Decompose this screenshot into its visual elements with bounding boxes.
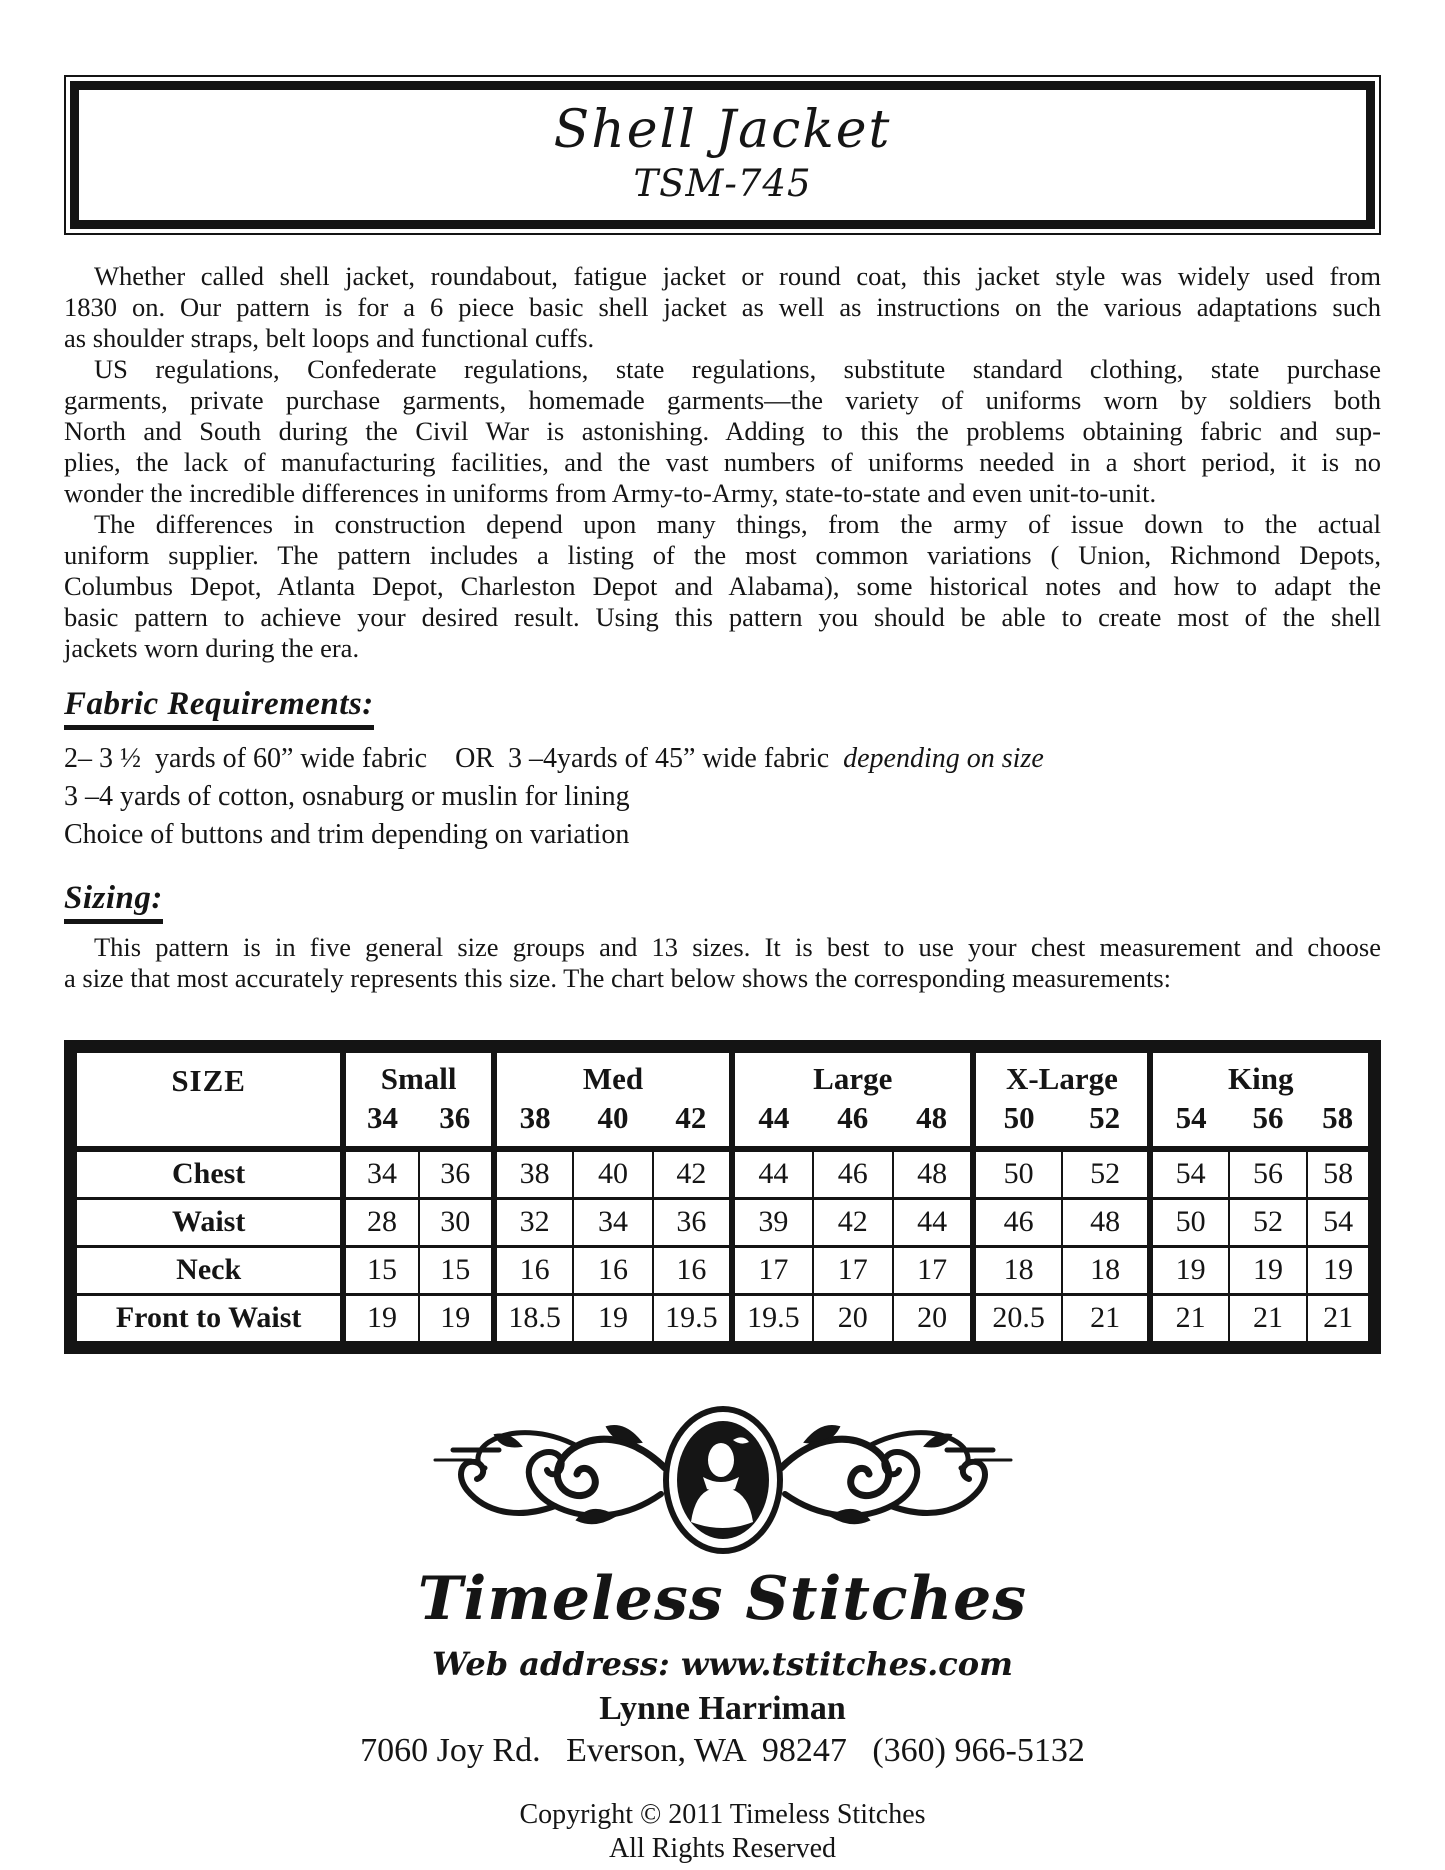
text-line: 1830 on. Our pattern is for a 6 piece basic shell jacket as well as instructions on the various adaptations such [64, 292, 1381, 322]
group-header-med: Med [494, 1047, 732, 1099]
fabric-requirements-section [64, 686, 1381, 854]
row-label: Waist [71, 1199, 344, 1247]
size-number-header: 34 [343, 1098, 418, 1149]
title-box-inner [70, 81, 1375, 229]
table-cell: 17 [732, 1247, 812, 1295]
table-cell: 48 [893, 1149, 973, 1199]
sizing-lines [64, 932, 1381, 994]
group-header-king: King [1150, 1047, 1374, 1099]
table-cell: 34 [343, 1149, 418, 1199]
text-line: Whether called shell jacket, roundabout, fatigue jacket or round coat, this jacket style was widely used from [94, 261, 1381, 291]
table-cell: 39 [732, 1199, 812, 1247]
table-cell: 19 [1150, 1247, 1228, 1295]
table-cell: 50 [1150, 1199, 1228, 1247]
table-cell: 21 [1307, 1295, 1374, 1348]
table-cell: 52 [1062, 1149, 1151, 1199]
row-label: Chest [71, 1149, 344, 1199]
row-label: Front to Waist [71, 1295, 344, 1348]
web-address: Web address: www.tstitches.com [432, 1645, 1013, 1683]
group-header-large: Large [732, 1047, 973, 1099]
table-row [71, 1295, 1375, 1348]
paragraph-2 [64, 354, 1381, 509]
text-line: basic pattern to achieve your desired result. Using this pattern you should be able to create most of the shell [64, 602, 1381, 632]
table-cell: 17 [813, 1247, 893, 1295]
title-box [64, 75, 1381, 235]
size-corner-header: SIZE [171, 1063, 246, 1098]
table-cell: 56 [1229, 1149, 1307, 1199]
text-line: Columbus Depot, Atlanta Depot, Charleston Depot and Alabama), some historical notes and how to adapt the [64, 571, 1381, 601]
size-number-header: 58 [1322, 1100, 1354, 1135]
table-cell: 19 [1229, 1247, 1307, 1295]
text-line: a size that most accurately represents this size. The chart below shows the corresponding measurements: [64, 963, 1172, 993]
size-number-header: 38 [494, 1098, 573, 1149]
size-number-header: 56 [1252, 1100, 1284, 1135]
fabric-requirements-lines [64, 740, 1381, 854]
fabric-line-3: Choice of buttons and trim depending on variation [64, 819, 630, 850]
table-cell: 21 [1150, 1295, 1228, 1348]
size-number-header: 36 [439, 1100, 471, 1135]
table-cell: 15 [343, 1247, 418, 1295]
row-label: Neck [71, 1247, 344, 1295]
table-row [71, 1199, 1375, 1247]
table-cell: 20.5 [973, 1295, 1062, 1348]
table-header [71, 1047, 1375, 1150]
pattern-number: TSM-745 [633, 162, 812, 205]
page-title: Shell Jacket [553, 100, 892, 160]
size-number-header: 46 [837, 1100, 869, 1135]
table-cell: 44 [893, 1199, 973, 1247]
table-cell: 38 [494, 1149, 573, 1199]
table-cell: 28 [343, 1199, 418, 1247]
table-cell: 36 [653, 1199, 732, 1247]
table-cell: 15 [419, 1247, 494, 1295]
table-cell: 20 [893, 1295, 973, 1348]
fabric-line-1-main: 2– 3 ½ yards of 60” wide fabric OR 3 –4yards of 45” wide fabric [64, 743, 844, 774]
text-line: North and South during the Civil War is astonishing. Adding to this the problems obtaining fabric and sup- [64, 416, 1381, 446]
text-line: This pattern is in five general size groups and 13 sizes. It is best to use your chest measurement and choose [94, 932, 1381, 962]
table-cell: 44 [732, 1149, 812, 1199]
copyright-line-1: Copyright © 2011 Timeless Stitches [519, 1799, 926, 1830]
sizing-heading: Sizing: [64, 880, 163, 924]
copyright-line-2: All Rights Reserved [608, 1833, 837, 1864]
sizing-section [64, 880, 1381, 994]
size-number-header: 48 [916, 1100, 948, 1135]
owner-name: Lynne Harriman [599, 1690, 846, 1727]
table-body [71, 1149, 1375, 1348]
size-table-wrap [64, 1040, 1381, 1354]
table-cell: 46 [973, 1199, 1062, 1247]
table-cell: 16 [494, 1247, 573, 1295]
table-row [71, 1247, 1375, 1295]
table-cell: 19.5 [653, 1295, 732, 1348]
table-cell: 19 [343, 1295, 418, 1348]
table-cell: 30 [419, 1199, 494, 1247]
table-cell: 16 [573, 1247, 652, 1295]
text-line: as shoulder straps, belt loops and functional cuffs. [64, 323, 595, 353]
table-cell: 19 [419, 1295, 494, 1348]
brand-name: Timeless Stitches [417, 1564, 1028, 1634]
fabric-requirements-heading: Fabric Requirements: [64, 686, 374, 730]
cameo-flourish-ornament-icon [433, 1406, 1013, 1558]
table-cell: 16 [653, 1247, 732, 1295]
table-group-row [71, 1047, 1375, 1099]
table-cell: 50 [973, 1149, 1062, 1199]
text-line: wonder the incredible differences in uniforms from Army-to-Army, state-to-state and even unit-to-unit. [64, 478, 1157, 508]
table-cell: 54 [1150, 1149, 1228, 1199]
table-cell: 32 [494, 1199, 573, 1247]
table-cell: 18 [1062, 1247, 1151, 1295]
size-number-header: 52 [1089, 1100, 1121, 1135]
fabric-line-1 [64, 740, 1381, 778]
text-line: US regulations, Confederate regulations, state regulations, substitute standard clothing, state purchase [94, 354, 1381, 384]
text-line: plies, the lack of manufacturing facilities, and the vast numbers of uniforms needed in a short period, it is no [64, 447, 1381, 477]
text-line: garments, private purchase garments, homemade garments—the variety of uniforms worn by soldiers both [64, 385, 1381, 415]
group-header-small: Small [343, 1047, 494, 1099]
fabric-line-2: 3 –4 yards of cotton, osnaburg or muslin for lining [64, 781, 630, 812]
branding-block [64, 1406, 1381, 1866]
table-row [71, 1149, 1375, 1199]
text-line: The differences in construction depend upon many things, from the army of issue down to the actual [94, 509, 1381, 539]
size-number-header: 42 [675, 1100, 707, 1135]
size-number-header: 50 [973, 1098, 1062, 1149]
text-line: jackets worn during the era. [64, 633, 360, 663]
text-line: uniform supplier. The pattern includes a listing of the most common variations ( Union, Richmond Depots, [64, 540, 1381, 570]
paragraph-3 [64, 509, 1381, 664]
size-number-header: 44 [732, 1098, 812, 1149]
table-cell: 19 [573, 1295, 652, 1348]
table-cell: 34 [573, 1199, 652, 1247]
size-number-header: 54 [1150, 1098, 1228, 1149]
table-cell: 18.5 [494, 1295, 573, 1348]
table-cell: 40 [573, 1149, 652, 1199]
table-cell: 18 [973, 1247, 1062, 1295]
fabric-line-1-note: depending on size [843, 743, 1044, 774]
table-cell: 36 [419, 1149, 494, 1199]
table-cell: 42 [813, 1199, 893, 1247]
table-cell: 58 [1307, 1149, 1374, 1199]
group-header-xlarge: X-Large [973, 1047, 1150, 1099]
table-cell: 19.5 [732, 1295, 812, 1348]
table-cell: 48 [1062, 1199, 1151, 1247]
paragraph-1 [64, 261, 1381, 354]
table-cell: 17 [893, 1247, 973, 1295]
size-chart-table [64, 1040, 1381, 1354]
table-cell: 42 [653, 1149, 732, 1199]
intro-text [64, 261, 1381, 664]
table-cell: 52 [1229, 1199, 1307, 1247]
table-cell: 46 [813, 1149, 893, 1199]
table-cell: 54 [1307, 1199, 1374, 1247]
size-number-header: 40 [597, 1100, 629, 1135]
table-cell: 20 [813, 1295, 893, 1348]
table-cell: 21 [1229, 1295, 1307, 1348]
table-cell: 21 [1062, 1295, 1151, 1348]
street-address: 7060 Joy Rd. Everson, WA 98247 (360) 966-5132 [360, 1732, 1085, 1769]
table-cell: 19 [1307, 1247, 1374, 1295]
